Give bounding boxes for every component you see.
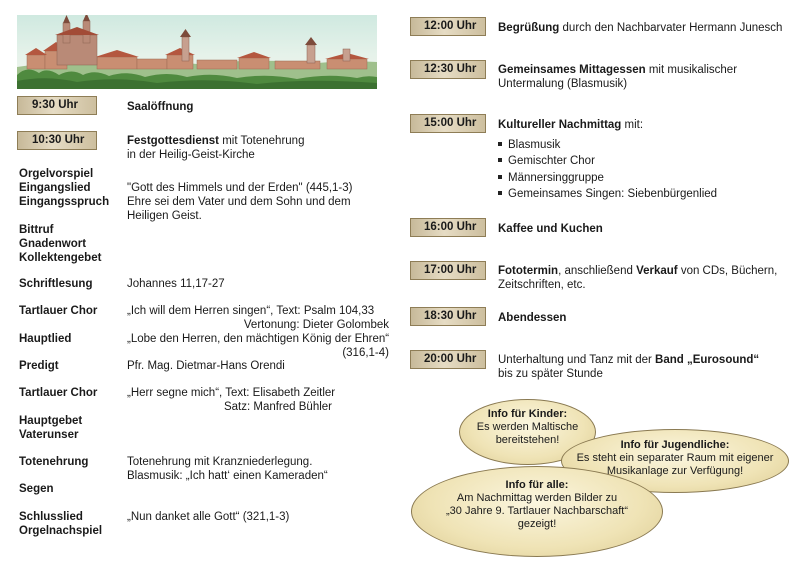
info-kinder-title: Info für Kinder: — [487, 408, 568, 420]
list-item-label: Gemeinsames Singen: Siebenbürgenlied — [508, 187, 718, 200]
info-alle-oval — [411, 466, 663, 557]
kultur-title: Kultureller Nachmittag — [498, 119, 622, 131]
kultur-list — [498, 137, 717, 202]
kaffee-title: Kaffee und Kuchen — [498, 223, 603, 235]
festgottesdienst-line1 — [127, 134, 304, 148]
mittagessen-line1 — [498, 63, 737, 77]
fototermin-suffix: von CDs, Büchern, — [677, 265, 778, 277]
time-label: 16:00 Uhr — [424, 221, 477, 233]
bullet-icon — [498, 158, 502, 162]
label-eingangslied: Eingangslied — [19, 182, 91, 194]
eingangslied-text-1: "Gott des Himmels und der Erden" (445,1-3) — [127, 182, 353, 194]
time-label: 12:30 Uhr — [424, 63, 477, 75]
tanz-prefix: Unterhaltung und Tanz mit der — [498, 354, 656, 366]
label-segen: Segen — [19, 483, 54, 495]
begruessung-line — [498, 21, 782, 35]
label-tartlauer-chor-1: Tartlauer Chor — [19, 305, 98, 317]
schlusslied-text: „Nun danket alle Gott“ (321,1-3) — [127, 511, 290, 523]
time-badge-2000 — [410, 350, 486, 369]
label-eingangsspruch: Eingangsspruch — [19, 196, 110, 208]
mittagessen-line2: Untermalung (Blasmusik) — [498, 78, 628, 90]
time-label: 17:00 Uhr — [424, 264, 477, 276]
time-badge-1830 — [410, 307, 486, 326]
chor2-text-1: „Herr segne mich“, Text: Elisabeth Zeitler — [127, 387, 336, 399]
chor1-text-2: Vertonung: Dieter Golombek — [243, 319, 389, 331]
info-jugend-line2: Musikanlage zur Verfügung! — [606, 465, 744, 477]
time-badge-1500 — [410, 114, 486, 133]
saaloeffnung-title: Saalöffnung — [127, 101, 194, 113]
label-predigt: Predigt — [19, 360, 59, 372]
info-kinder-line1: Es werden Maltische — [476, 421, 579, 433]
town-skyline-banner — [17, 15, 377, 89]
time-label: 10:30 Uhr — [32, 134, 85, 146]
info-kinder-line2: bereitstehen! — [495, 434, 560, 446]
verkauf-title: Verkauf — [636, 265, 678, 277]
eingangslied-text-2: Ehre sei dem Vater und dem Sohn und dem — [127, 196, 351, 208]
info-alle-title: Info für alle: — [505, 479, 569, 491]
bullet-icon — [498, 142, 502, 146]
info-alle-line1: Am Nachmittag werden Bilder zu — [456, 492, 618, 504]
time-badge-1030 — [17, 131, 97, 150]
totenehrung-text-1: Totenehrung mit Kranzniederlegung. — [127, 456, 313, 468]
time-label: 18:30 Uhr — [424, 310, 477, 322]
time-label: 12:00 Uhr — [424, 20, 477, 32]
time-label: 20:00 Uhr — [424, 353, 477, 365]
tanz-band: Band „Eurosound“ — [655, 354, 760, 366]
time-label: 15:00 Uhr — [424, 117, 477, 129]
info-jugend-title: Info für Jugendliche: — [620, 439, 730, 451]
label-hauptgebet: Hauptgebet — [19, 415, 83, 427]
kultur-suffix: mit: — [621, 119, 644, 131]
list-item — [498, 153, 717, 169]
tanz-line2: bis zu später Stunde — [498, 368, 603, 380]
time-badge-1200 — [410, 17, 486, 36]
label-schriftlesung: Schriftlesung — [19, 278, 93, 290]
list-item-label: Gemischter Chor — [508, 155, 595, 168]
festgottesdienst-suffix: mit Totenehrung — [219, 135, 305, 147]
fototermin-line2: Zeitschriften, etc. — [498, 279, 586, 291]
kultur-line — [498, 118, 643, 132]
time-badge-1600 — [410, 218, 486, 237]
label-orgelnachspiel: Orgelnachspiel — [19, 525, 103, 537]
fototermin-title: Fototermin — [498, 265, 559, 277]
label-schlusslied: Schlusslied — [19, 511, 83, 523]
mittagessen-title: Gemeinsames Mittagessen — [498, 64, 646, 76]
festgottesdienst-title: Festgottesdienst — [127, 135, 220, 147]
label-gnadenwort: Gnadenwort — [19, 238, 87, 250]
label-kollektengebet: Kollektengebet — [19, 252, 102, 264]
bullet-icon — [498, 191, 502, 195]
predigt-text: Pfr. Mag. Dietmar-Hans Orendi — [127, 360, 285, 372]
label-tartlauer-chor-2: Tartlauer Chor — [19, 387, 98, 399]
mittagessen-suffix: mit musikalischer — [645, 64, 738, 76]
abendessen-title: Abendessen — [498, 312, 567, 324]
festgottesdienst-line2: in der Heilig-Geist-Kirche — [127, 149, 255, 161]
list-item-label: Blasmusik — [508, 139, 561, 151]
hauptlied-text-2: (316,1-4) — [342, 347, 389, 359]
schriftlesung-text: Johannes 11,17-27 — [127, 278, 225, 290]
label-hauptlied: Hauptlied — [19, 333, 72, 345]
info-alle-line2: „30 Jahre 9. Tartlauer Nachbarschaft“ — [446, 505, 628, 517]
label-orgelvorspiel: Orgelvorspiel — [19, 168, 94, 180]
fototermin-mid: , anschließend — [558, 265, 637, 277]
label-vaterunser: Vaterunser — [19, 429, 79, 441]
chor1-text-1: „Ich will dem Herren singen“, Text: Psalm 104,33 — [127, 305, 375, 317]
chor2-text-2: Satz: Manfred Bühler — [223, 401, 332, 413]
list-item — [498, 170, 717, 186]
label-totenehrung: Totenehrung — [19, 456, 89, 468]
eingangslied-text-3: Heiligen Geist. — [127, 210, 202, 222]
totenehrung-text-2: Blasmusik: „Ich hatt‘ einen Kameraden“ — [127, 470, 328, 482]
info-jugend-line1: Es steht ein separater Raum mit eigener — [576, 452, 774, 464]
begruessung-title: Begrüßung — [498, 22, 560, 34]
time-label: 9:30 Uhr — [32, 99, 79, 111]
hauptlied-text-1: „Lobe den Herren, den mächtigen König der Ehren“ — [127, 333, 390, 345]
time-badge-1230 — [410, 60, 486, 79]
fototermin-line1 — [498, 264, 777, 278]
list-item — [498, 137, 717, 153]
begruessung-suffix: durch den Nachbarvater Hermann Junesch — [559, 22, 783, 34]
tanz-line1 — [498, 353, 759, 367]
time-badge-1700 — [410, 261, 486, 280]
list-item — [498, 186, 717, 202]
list-item-label: Männersinggruppe — [508, 171, 604, 184]
label-bittruf: Bittruf — [19, 224, 54, 236]
info-alle-line3: gezeigt! — [517, 518, 557, 530]
time-badge-0930 — [17, 96, 97, 115]
bullet-icon — [498, 175, 502, 179]
